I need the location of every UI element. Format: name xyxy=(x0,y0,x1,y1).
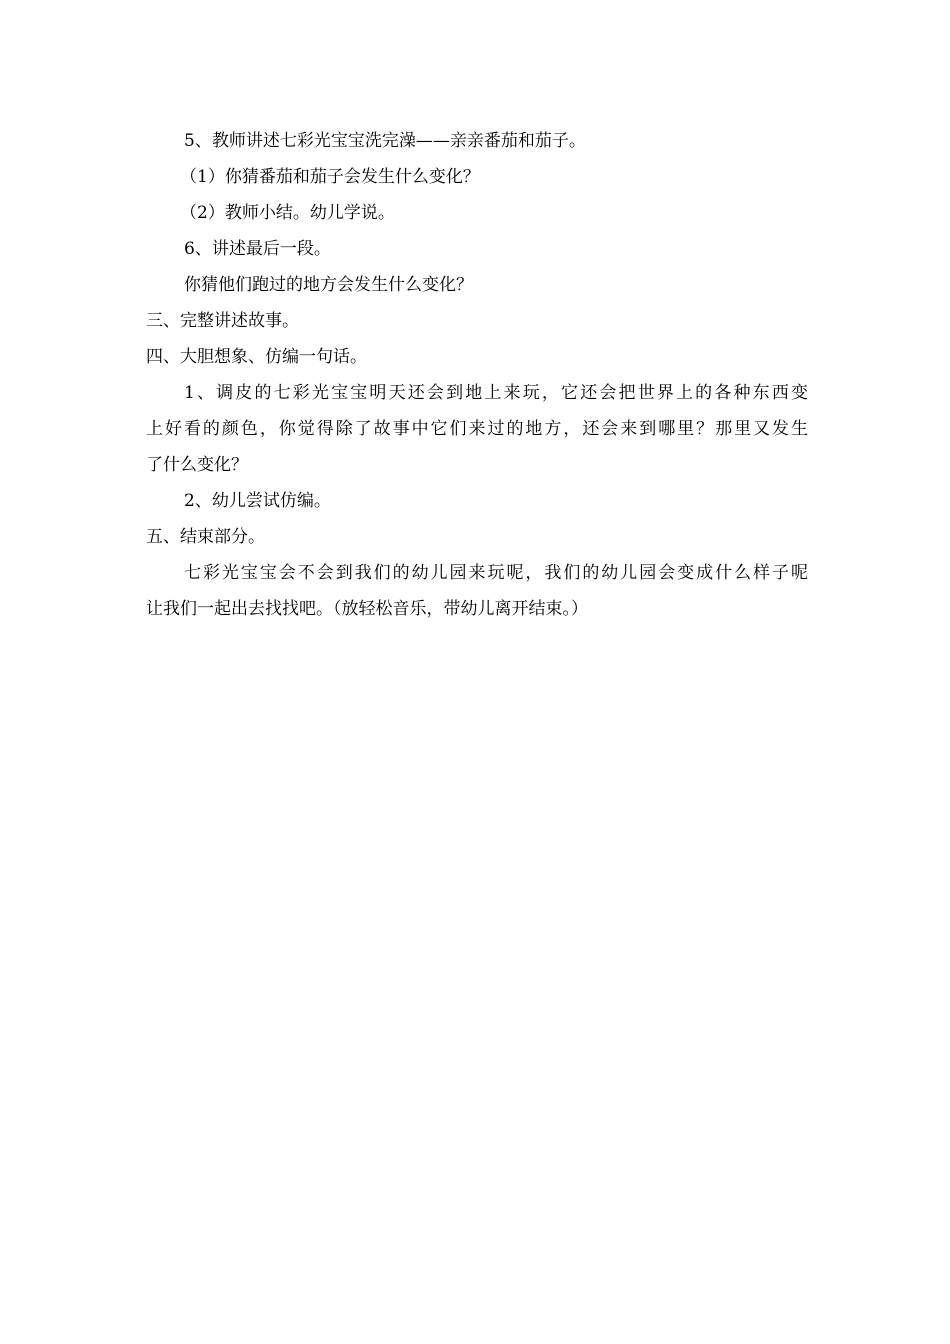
section-4-heading: 四、大胆想象、仿编一句话。 xyxy=(146,347,367,367)
step-5-question-2: （2）教师小结。幼儿学说。 xyxy=(180,203,395,223)
section-4-item-1-line-1: 1、调皮的七彩光宝宝明天还会到地上来玩，它还会把世界上的各种东西变 xyxy=(184,383,808,403)
step-5-paragraph: 5、教师讲述七彩光宝宝洗完澡——亲亲番茄和茄子。 xyxy=(184,131,586,151)
section-4-item-1-line-3: 了什么变化？ xyxy=(146,455,248,475)
section-4-item-1-line-2: 上好看的颜色，你觉得除了故事中它们来过的地方，还会来到哪里？那里又发生 xyxy=(146,419,808,439)
section-5-paragraph-line-1: 七彩光宝宝会不会到我们的幼儿园来玩呢，我们的幼儿园会变成什么样子呢 xyxy=(184,563,808,583)
section-5-heading: 五、结束部分。 xyxy=(146,527,265,547)
section-5-paragraph-line-2: 让我们一起出去找找吧。（放轻松音乐，带幼儿离开结束。） xyxy=(146,599,588,619)
document-body xyxy=(146,123,808,627)
step-6-paragraph: 6、讲述最后一段。 xyxy=(184,239,331,259)
section-4-item-2: 2、幼儿尝试仿编。 xyxy=(184,491,331,511)
step-5-question-1: （1）你猜番茄和茄子会发生什么变化？ xyxy=(180,167,480,187)
step-6-question: 你猜他们跑过的地方会发生什么变化？ xyxy=(184,275,473,295)
section-3-heading: 三、完整讲述故事。 xyxy=(146,311,299,331)
